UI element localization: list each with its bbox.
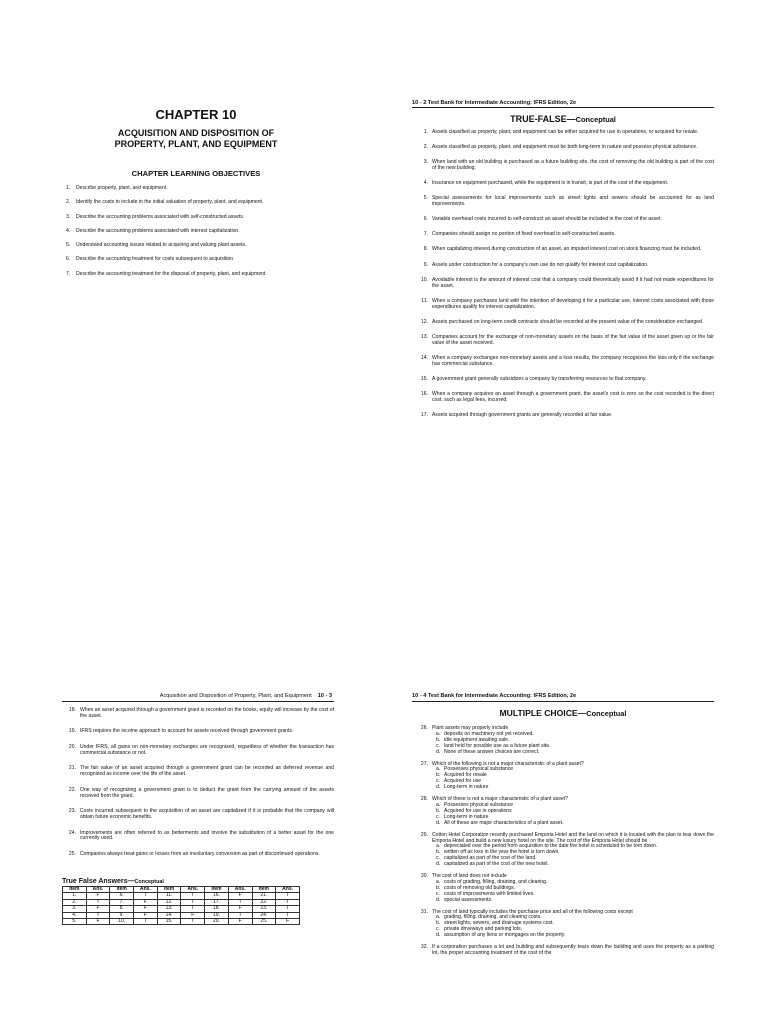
answers-header-cell: Item <box>157 887 181 893</box>
objective-item <box>60 199 332 205</box>
question-text: The cost of land does not include <box>432 873 507 880</box>
item-text: Costs incurred subsequent to the acquisition of an asset are capitalized if it is probable that the company will obtain future economic benefits. <box>80 808 334 821</box>
question-options <box>432 803 714 827</box>
item-text: Insurance on equipment purchased, while the equipment is in transit, is part of the cost of the equipment. <box>432 180 669 187</box>
true-false-item <box>62 729 334 735</box>
item-text: When a company acquires an asset through a government grant, the asset's cost is zero so the cost recorded is the direct cost, such as legal fees, incurred. <box>432 390 714 403</box>
table-cell: 25. <box>252 919 276 925</box>
item-number: 22. <box>68 786 76 793</box>
answers-header-cell: Item <box>252 887 276 893</box>
option-letter: b. <box>436 772 441 779</box>
option-text: costs of improvements with limited lives. <box>444 890 535 897</box>
option-letter: a. <box>436 730 441 737</box>
item-number: 18. <box>68 707 76 713</box>
table-cell: F <box>276 919 300 925</box>
true-false-item <box>62 745 334 757</box>
table-cell: F <box>86 919 110 925</box>
item-text: Avoidable interest is the amount of interest cost that a company could theoretically avoid if it had not made expenditures for the asset. <box>432 276 714 289</box>
option-text: All of these are major characteristics of a plant asset. <box>444 819 564 826</box>
item-text: Assets classified as property, plant, and equipment can be either acquired for use in operations, or acquired for resale. <box>432 129 699 135</box>
item-number: 13. <box>420 333 428 340</box>
item-number: 23. <box>68 808 76 815</box>
page-chapter-cover <box>0 0 384 512</box>
item-text: When a company exchanges non-monetary assets and a loss results, the company recognizes the loss only if the exchange has commercial substance. <box>432 354 714 367</box>
section-title-sub: Conceptual <box>575 115 616 124</box>
option-text: special assessments. <box>444 896 493 903</box>
true-false-item <box>414 217 714 223</box>
objective-number: 4. <box>66 227 71 234</box>
answers-header-cell: Ans. <box>86 887 110 893</box>
answers-header-cell: Ans. <box>134 887 158 893</box>
answers-title-sub: Conceptual <box>134 879 164 885</box>
item-text: Under IFRS, all gains on non-monetary exchanges are recognized, regardless of whether the transaction has commercial substance or not. <box>80 743 334 756</box>
table-cell: T <box>181 919 205 925</box>
question-item <box>414 797 714 827</box>
item-number: 24. <box>68 829 76 836</box>
item-number: 9. <box>423 261 428 268</box>
answers-header-cell: Ans. <box>228 887 252 893</box>
question-text: Which of these is not a major characteristic of a plant asset? <box>432 796 568 803</box>
true-false-item <box>414 145 714 151</box>
item-number: 4. <box>423 180 428 187</box>
question-options <box>432 767 714 791</box>
page-true-false-1 <box>384 0 768 512</box>
table-cell: 9. <box>110 912 134 918</box>
true-false-item <box>414 278 714 290</box>
question-number: 29. <box>420 831 428 838</box>
option-letter: d. <box>436 784 441 791</box>
table-cell: 15. <box>157 919 181 925</box>
option-letter: c. <box>436 742 440 749</box>
table-cell: 12. <box>157 899 181 905</box>
option-item <box>436 933 714 939</box>
header-rule <box>412 701 714 702</box>
option-letter: b. <box>436 920 441 927</box>
option-letter: c. <box>436 813 440 820</box>
table-cell: T <box>86 912 110 918</box>
section-title <box>412 114 714 124</box>
table-cell: 23. <box>252 906 276 912</box>
true-false-item <box>62 708 334 720</box>
question-body <box>432 797 714 827</box>
objective-text: Describe the accounting treatment for the disposal of property, plant, and equipment. <box>76 270 267 277</box>
item-number: 25. <box>68 850 76 857</box>
table-cell: 1. <box>63 893 87 899</box>
objective-item <box>60 214 332 220</box>
option-item <box>436 821 714 827</box>
option-text: written off as loss in the year the hotel is torn down. <box>444 849 560 856</box>
objective-text: Describe the accounting problems associated with interest capitalization. <box>76 227 240 234</box>
table-cell: T <box>181 906 205 912</box>
table-cell: 16. <box>205 893 229 899</box>
table-cell: 19. <box>205 912 229 918</box>
item-number: 15. <box>420 375 428 382</box>
page-multiple-choice <box>384 512 768 1024</box>
true-false-item <box>414 196 714 208</box>
answers-header-cell: Ans. <box>181 887 205 893</box>
objective-number: 1. <box>66 185 71 191</box>
option-text: None of these answer choices are correct. <box>444 748 540 755</box>
question-text: Cotton Hotel Corporation recently purchased Emporia Hotel and the land on which it is located with the plan to tear down the Emporia Hotel and build a new luxury hotel on the site. The cost of the Emporia Hotel should be <box>432 831 714 844</box>
question-item <box>414 910 714 940</box>
option-text: depreciated over the period from acquisition to the date the hotel is scheduled to be torn down. <box>444 843 658 850</box>
objective-item <box>60 256 332 262</box>
objectives-title: CHAPTER LEARNING OBJECTIVES <box>131 169 261 178</box>
objective-text: Describe property, plant, and equipment. <box>76 185 168 191</box>
item-text: Variable overhead costs incurred to self-construct an asset should be included in the cost of the asset. <box>432 216 662 223</box>
objective-item <box>60 271 332 277</box>
option-text: Long-term in nature <box>444 813 489 820</box>
page-header-text: Acquisition and Disposition of Property, Plant, and Equipment <box>159 693 312 699</box>
table-cell: 14. <box>157 912 181 918</box>
item-number: 2. <box>423 144 428 151</box>
question-body <box>432 833 714 868</box>
option-text: Possesses physical substance <box>444 801 514 808</box>
option-text: assumption of any liens or mortgages on the property. <box>444 932 566 939</box>
true-false-list <box>62 708 334 867</box>
section-title-main: MULTIPLE CHOICE— <box>499 708 587 718</box>
table-cell: F <box>228 893 252 899</box>
true-false-item <box>414 377 714 383</box>
option-letter: d. <box>436 932 441 939</box>
option-item <box>436 750 714 756</box>
question-body <box>432 945 714 957</box>
option-item <box>436 862 714 868</box>
chapter-subtitle <box>60 128 332 150</box>
question-number: 32. <box>420 944 428 951</box>
option-letter: a. <box>436 914 441 921</box>
item-text: Companies always treat gains or losses from an involuntary conversion as part of discontinued operations. <box>80 850 320 857</box>
option-text: capitalized as part of the cost of the new hotel. <box>444 861 549 868</box>
option-text: private driveways and parking lots. <box>444 926 523 933</box>
question-body <box>432 874 714 904</box>
true-false-item <box>414 247 714 253</box>
true-false-item <box>62 766 334 778</box>
table-cell: 4. <box>63 912 87 918</box>
true-false-item <box>414 335 714 347</box>
table-cell: T <box>181 893 205 899</box>
table-cell: 3. <box>63 906 87 912</box>
objective-number: 2. <box>66 199 71 206</box>
objective-item <box>60 185 332 191</box>
question-item <box>414 874 714 904</box>
item-number: 14. <box>420 354 428 361</box>
objective-number: 6. <box>66 256 71 263</box>
table-cell: T <box>276 899 300 905</box>
item-number: 16. <box>420 390 428 397</box>
option-letter: a. <box>436 878 441 885</box>
table-cell: 20. <box>205 919 229 925</box>
item-text: When a company purchases land with the intention of developing it for a particular use, interest costs associated with those expenditures qualify for interest capitalization. <box>432 297 714 310</box>
objective-number: 5. <box>66 242 71 249</box>
section-title-sub: Conceptual <box>586 709 627 718</box>
objective-item <box>60 242 332 248</box>
option-letter: d. <box>436 896 441 903</box>
option-text: capitalized as part of the cost of the land. <box>444 855 537 862</box>
table-cell: 24. <box>252 912 276 918</box>
option-text: street lights, sewers, and drainage systems cost. <box>444 920 554 927</box>
answers-header-cell: Item <box>110 887 134 893</box>
true-false-item <box>414 299 714 311</box>
item-number: 10. <box>420 276 428 283</box>
question-options <box>432 880 714 904</box>
objective-text: Describe the accounting treatment for costs subsequent to acquisition. <box>76 256 235 263</box>
answers-title-main: True False Answers— <box>62 878 135 885</box>
page-header: 10 - 4 Test Bank for Intermediate Accounting: IFRS Edition, 2e <box>412 693 577 699</box>
page-header <box>60 693 332 699</box>
table-cell: T <box>181 899 205 905</box>
true-false-item <box>414 320 714 326</box>
option-text: Long-term in nature <box>444 784 489 791</box>
item-number: 20. <box>68 743 76 750</box>
objectives-list <box>60 185 332 285</box>
question-options <box>432 915 714 939</box>
item-text: One way of recognizing a government grant is to deduct the grant from the carrying amount of the assets received from the grant. <box>80 786 334 799</box>
objective-text: Identify the costs to include in the initial valuation of property, plant, and equipment. <box>76 199 264 206</box>
true-false-item <box>414 356 714 368</box>
item-number: 1. <box>423 129 428 135</box>
answers-header-cell: Ans. <box>276 887 300 893</box>
answers-table <box>62 886 300 925</box>
answers-header-cell: Item <box>205 887 229 893</box>
section-title-main: TRUE-FALSE— <box>510 114 576 124</box>
table-cell: 17. <box>205 899 229 905</box>
header-rule <box>62 701 334 702</box>
question-body <box>432 910 714 940</box>
option-letter: b. <box>436 884 441 891</box>
item-text: Assets purchased on long-term credit contracts should be recorded at the present value of the consideration exchanged. <box>432 318 704 325</box>
option-text: grading, filling, draining, and clearing costs. <box>444 914 542 921</box>
item-text: A government grant generally subsidizes a company by transferring resources to that company. <box>432 375 647 382</box>
true-false-item <box>414 160 714 172</box>
option-letter: d. <box>436 748 441 755</box>
question-text: If a corporation purchases a lot and building and subsequently tears down the building and uses the property as a parking lot, the proper accounting treatment of the cost of the <box>432 944 714 956</box>
item-number: 21. <box>68 765 76 772</box>
question-options <box>432 732 714 756</box>
item-number: 7. <box>423 231 428 238</box>
page-number: 10 - 3 <box>317 693 332 699</box>
item-text: Assets acquired through government grants are generally recorded at fair value. <box>432 411 613 418</box>
table-cell: 7. <box>110 899 134 905</box>
item-text: When land with an old building is purchased as a future building site, the cost of removing the old building is part of the cost of the new building. <box>432 159 714 172</box>
option-letter: b. <box>436 807 441 814</box>
table-cell: T <box>134 893 158 899</box>
item-number: 19. <box>68 728 76 735</box>
table-cell: T <box>276 893 300 899</box>
table-cell: F <box>134 906 158 912</box>
item-text: Special assessments for local improvements such as street lights and sewers should be accounted for as land improvements. <box>432 195 714 208</box>
option-letter: c. <box>436 778 440 785</box>
item-text: When an asset acquired through a government grant is recorded on the books, equity will increase by the cost of the asset. <box>80 707 334 719</box>
objective-number: 7. <box>66 270 71 277</box>
item-number: 17. <box>420 411 428 418</box>
objective-text: Understand accounting issues related to acquiring and valuing plant assets. <box>76 242 247 249</box>
true-false-item <box>414 232 714 238</box>
option-text: land held for possible use as a future plant site. <box>444 742 551 749</box>
table-cell: 11. <box>157 893 181 899</box>
item-text: Companies should assign no portion of fixed overhead to self-constructed assets. <box>432 231 616 238</box>
option-letter: c. <box>436 855 440 862</box>
objective-text: Describe the accounting problems associated with self-constructed assets. <box>76 213 245 220</box>
question-body <box>432 726 714 756</box>
table-cell: 5. <box>63 919 87 925</box>
true-false-item <box>62 788 334 800</box>
option-letter: a. <box>436 801 441 808</box>
true-false-item <box>62 809 334 821</box>
item-number: 3. <box>423 159 428 166</box>
true-false-list <box>414 130 714 428</box>
true-false-item <box>414 392 714 404</box>
question-number: 27. <box>420 760 428 767</box>
item-text: Companies account for the exchange of non-monetary assets on the basis of the fair value of the asset given up or the fair value of the asset received. <box>432 333 714 346</box>
table-cell: 2. <box>63 899 87 905</box>
objective-item <box>60 228 332 234</box>
option-text: Possesses physical substance <box>444 766 514 773</box>
true-false-item <box>414 181 714 187</box>
option-text: idle equipment awaiting sale. <box>444 736 510 743</box>
option-text: deposits on machinery not yet received. <box>444 730 534 737</box>
table-cell: T <box>228 912 252 918</box>
option-text: costs of removing old buildings. <box>444 884 516 891</box>
option-letter: a. <box>436 766 441 773</box>
item-text: The fair value of an asset acquired through a government grant can be recorded as deferred revenue and recognized as income over the life of the asset. <box>80 765 334 778</box>
question-number: 30. <box>420 873 428 880</box>
table-cell: 18. <box>205 906 229 912</box>
question-text: Plant assets may properly include <box>432 725 509 731</box>
item-text: Improvements are often referred to as betterments and involve the substitution of a better asset for the one currently used. <box>80 829 334 842</box>
option-letter: c. <box>436 926 440 933</box>
table-cell: 8. <box>110 906 134 912</box>
table-cell: F <box>228 906 252 912</box>
table-cell: F <box>86 906 110 912</box>
answers-title <box>62 878 164 885</box>
option-letter: b. <box>436 736 441 743</box>
option-text: Acquired for use <box>444 778 482 785</box>
question-text: Which of the following is not a major characteristic of a plant asset? <box>432 760 584 767</box>
answers-body <box>63 893 300 925</box>
question-body <box>432 762 714 792</box>
question-item <box>414 762 714 792</box>
table-cell: T <box>134 919 158 925</box>
true-false-item <box>414 263 714 269</box>
table-cell: T <box>228 899 252 905</box>
question-number: 26. <box>420 725 428 731</box>
item-text: Assets classified as property, plant, and equipment must be both long-term in nature and possess physical substance. <box>432 144 698 151</box>
option-text: costs of grading, filling, draining, and clearing. <box>444 878 548 885</box>
question-item <box>414 945 714 957</box>
option-letter: c. <box>436 890 440 897</box>
chapter-subtitle-line2: PROPERTY, PLANT, AND EQUIPMENT <box>114 139 278 149</box>
true-false-item <box>62 852 334 858</box>
option-letter: d. <box>436 819 441 826</box>
option-letter: a. <box>436 843 441 850</box>
table-cell: T <box>86 899 110 905</box>
table-cell: F <box>228 919 252 925</box>
question-options <box>432 844 714 868</box>
table-row <box>63 919 300 925</box>
table-cell: F <box>134 899 158 905</box>
table-cell: F <box>86 893 110 899</box>
header-rule <box>412 107 714 108</box>
item-number: 6. <box>423 216 428 223</box>
item-number: 5. <box>423 195 428 202</box>
table-cell: F <box>181 912 205 918</box>
option-text: Acquired for resale <box>444 772 487 779</box>
table-cell: T <box>276 906 300 912</box>
chapter-subtitle-line1: ACQUISITION AND DISPOSITION OF <box>117 128 275 138</box>
multiple-choice-list <box>414 726 714 963</box>
table-cell: 13. <box>157 906 181 912</box>
option-item <box>436 785 714 791</box>
section-title <box>412 708 714 718</box>
item-text: Assets under construction for a company's own use do not qualify for interest cost capitalization. <box>432 261 649 268</box>
table-cell: T <box>276 912 300 918</box>
option-letter: d. <box>436 861 441 868</box>
item-text: IFRS requires the income approach to account for assets received through government grants. <box>80 728 294 735</box>
true-false-item <box>414 413 714 419</box>
table-cell: 10. <box>110 919 134 925</box>
item-number: 12. <box>420 318 428 325</box>
item-number: 11. <box>421 297 428 304</box>
page-true-false-2 <box>0 512 384 1024</box>
table-cell: F <box>134 912 158 918</box>
question-number: 28. <box>420 796 428 803</box>
table-cell: 22. <box>252 899 276 905</box>
table-cell: 21. <box>252 893 276 899</box>
page-header: 10 - 2 Test Bank for Intermediate Accounting: IFRS Edition, 2e <box>412 100 577 106</box>
item-text: When capitalizing interest during construction of an asset, an imputed interest cost on stock financing must be included. <box>432 246 702 253</box>
option-text: Acquired for use in operations <box>444 807 512 814</box>
true-false-item <box>62 831 334 843</box>
chapter-title: CHAPTER 10 <box>155 107 237 122</box>
option-item <box>436 898 714 904</box>
option-letter: b. <box>436 849 441 856</box>
item-number: 8. <box>423 246 428 253</box>
question-item <box>414 833 714 868</box>
table-cell: 6. <box>110 893 134 899</box>
true-false-item <box>414 130 714 136</box>
question-item <box>414 726 714 756</box>
objective-number: 3. <box>66 213 71 220</box>
question-number: 31. <box>420 908 428 915</box>
question-text: The cost of land typically includes the purchase price and all of the following costs except <box>432 908 633 915</box>
answers-header-cell: Item <box>63 887 87 893</box>
